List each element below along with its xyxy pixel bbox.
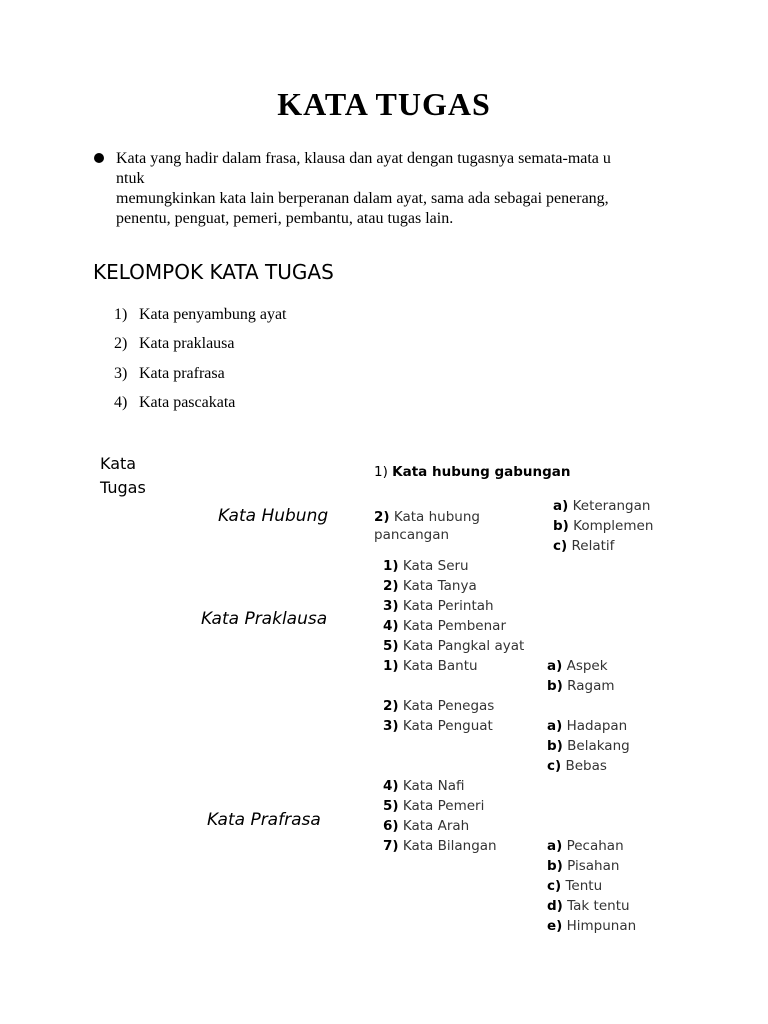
list-item: 2) Kata praklausa: [114, 335, 235, 353]
list-item: e) Himpunan: [547, 918, 637, 934]
list-item: 5) Kata Pemeri: [383, 798, 485, 814]
list-item: 3) Kata Penguat: [383, 718, 493, 734]
list-item: b) Komplemen: [553, 518, 654, 534]
list-item: b) Pisahan: [547, 858, 620, 874]
list-item: 3) Kata Perintah: [383, 598, 494, 614]
page-title: KATA TUGAS: [277, 86, 491, 122]
definition-line-3: memungkinkan kata lain berperanan dalam ayat, sama ada sebagai penerang,: [116, 190, 609, 207]
category-kata-prafrasa: Kata Prafrasa: [207, 810, 321, 830]
list-item: 7) Kata Bilangan: [383, 838, 497, 854]
list-item: 6) Kata Arah: [383, 818, 470, 834]
list-item: 1) Kata Seru: [383, 558, 469, 574]
hubung-sub-1: 1) Kata hubung gabungan: [374, 464, 571, 480]
list-item: a) Aspek: [547, 658, 608, 674]
hubung-sub-2: 2) Kata hubung pancangan: [374, 509, 480, 543]
prafrasa-list: [383, 656, 497, 856]
list-item: 1) Kata Bantu: [383, 658, 478, 674]
root-label: Kata Tugas: [100, 454, 146, 497]
kata-penguat-children: [547, 716, 630, 776]
definition-line-2: ntuk: [116, 170, 145, 187]
list-item: a) Keterangan: [553, 498, 651, 514]
definition-line-1: Kata yang hadir dalam frasa, klausa dan ayat dengan tugasnya semata-mata u: [116, 150, 611, 167]
praklausa-list: [383, 556, 524, 656]
list-item: 4) Kata Pembenar: [383, 618, 506, 634]
list-item: b) Ragam: [547, 678, 615, 694]
hubung-sub-2-children: [553, 496, 653, 556]
list-item: b) Belakang: [547, 738, 630, 754]
kata-bantu-children: [547, 656, 615, 696]
bullet-icon: [94, 153, 104, 163]
list-item: 5) Kata Pangkal ayat: [383, 638, 525, 654]
definition-line-4: penentu, penguat, pemeri, pembantu, atau tugas lain.: [116, 210, 454, 227]
category-kata-praklausa: Kata Praklausa: [201, 609, 328, 629]
kata-bilangan-children: [547, 836, 636, 936]
list-item: 4) Kata pascakata: [114, 394, 236, 412]
list-item: d) Tak tentu: [547, 898, 630, 914]
list-item: c) Relatif: [553, 538, 615, 554]
list-item: 1) Kata penyambung ayat: [114, 306, 287, 323]
list-item: a) Hadapan: [547, 718, 628, 734]
list-item: c) Tentu: [547, 878, 603, 894]
list-item: c) Bebas: [547, 758, 607, 774]
kelompok-list: [114, 304, 287, 422]
list-item: 4) Kata Nafi: [383, 778, 465, 794]
list-item: a) Pecahan: [547, 838, 624, 854]
list-item: 3) Kata prafrasa: [114, 364, 225, 382]
list-item: 2) Kata Tanya: [383, 578, 477, 594]
kelompok-heading: KELOMPOK KATA TUGAS: [93, 260, 334, 284]
definition-text: [116, 149, 686, 229]
list-item: 2) Kata Penegas: [383, 698, 495, 714]
category-kata-hubung: Kata Hubung: [218, 506, 329, 526]
